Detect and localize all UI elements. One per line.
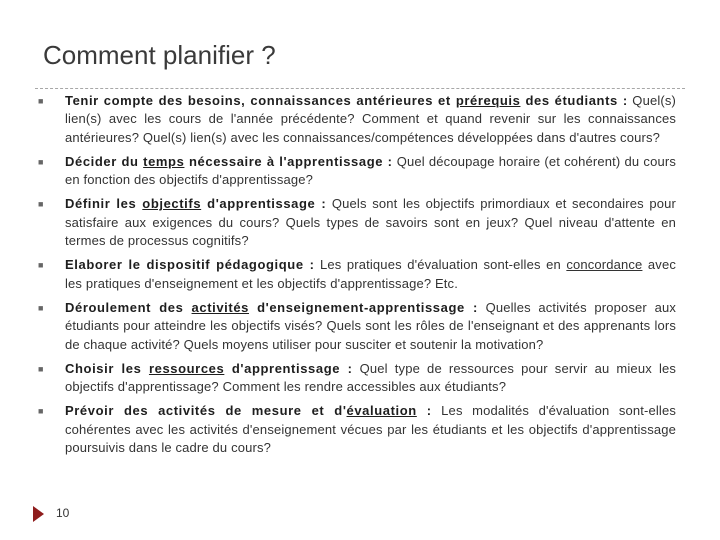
bullet-time	[36, 153, 676, 190]
bullet-activities	[36, 299, 676, 354]
bullet-text: Quelles activités proposer aux étudiants pour atteindre les objectifs visés? Quels sont les rôles de l'enseignant et des apprenants lors de chaque activité? Quels moyens utiliser pour susciter et soutenir la motivation?	[65, 299, 677, 352]
bullet-text: Les modalités d'évaluation sont-elles cohérentes avec les activités d'enseignement vécues par les étudiants et les objectifs d'apprentissage poursuivis dans le cadre du cours?	[65, 403, 676, 456]
slide-title: Comment planifier ?	[43, 40, 276, 70]
square-bullet-icon: ■	[38, 260, 44, 271]
square-bullet-icon: ■	[38, 96, 44, 106]
bullet-label: Déroulement des activités d'enseignement-apprentissage :	[65, 299, 478, 315]
title-divider	[35, 88, 685, 89]
square-bullet-icon: ■	[38, 302, 44, 313]
bullet-text: Quel type de ressources pour servir au mieux les objectifs d'apprentissage? Comment les rendre accessibles aux étudiants?	[65, 360, 677, 395]
bullet-evaluation	[36, 402, 676, 457]
square-bullet-icon: ■	[38, 199, 44, 210]
bullet-text: Quels sont les objectifs primordiaux et secondaires pour satisfaire aux exigences du cours? Quels types de savoirs sont en jeux? Quel niveau d'attente en termes de processus cognitifs?	[65, 196, 677, 249]
square-bullet-icon: ■	[38, 363, 44, 374]
bullet-label: Prévoir des activités de mesure et d'évaluation :	[65, 403, 432, 419]
bullet-list	[36, 92, 676, 457]
page-number: 10	[56, 506, 70, 520]
bullet-label: Elaborer le dispositif pédagogique :	[65, 257, 315, 273]
bullet-text: Quel découpage horaire (et cohérent) du cours en fonction des objectifs d'apprentissage?	[65, 153, 676, 188]
bullet-label: Définir les objectifs d'apprentissage :	[65, 196, 327, 212]
square-bullet-icon: ■	[38, 406, 44, 417]
bullet-resources	[36, 360, 676, 397]
bullet-prior-knowledge	[36, 92, 676, 147]
square-bullet-icon: ■	[38, 156, 44, 167]
bullet-label: Choisir les ressources d'apprentissage :	[65, 360, 353, 376]
bullet-objectives	[36, 195, 676, 250]
bullet-pedagogical-design	[36, 256, 676, 293]
page-arrow-icon	[33, 506, 44, 522]
bullet-text: Quel(s) lien(s) avec les cours de l'année précédente? Comment et quand revenir sur les connaissances antérieures? Quel(s) lien(s) avec les connaissances/compétences développées dans d'autres cours?	[65, 93, 676, 145]
bullet-label: Tenir compte des besoins, connaissances antérieures et prérequis des étudiants :	[65, 93, 628, 108]
bullet-label: Décider du temps nécessaire à l'apprentissage :	[65, 153, 393, 169]
bullet-text: Les pratiques d'évaluation sont-elles en concordance avec les pratiques d'enseignement et les objectifs d'apprentissage? Etc.	[65, 257, 676, 291]
